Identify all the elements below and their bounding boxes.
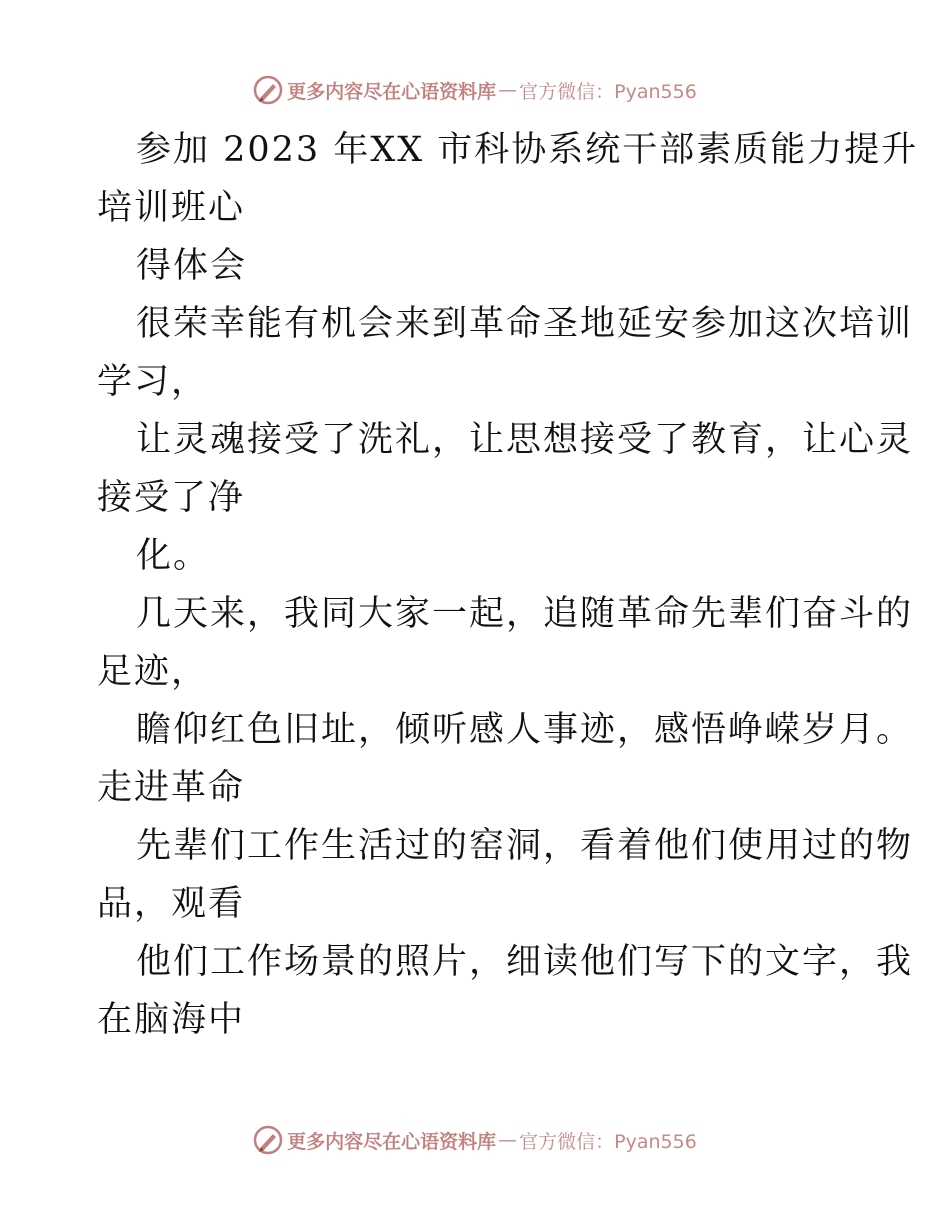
banner-wechat-text: 官方微信：Pyan556 — [519, 80, 697, 103]
body-line: 在脑海中 — [97, 1000, 246, 1040]
body-line: 几天来，我同大家一起，追随革命先辈们奋斗的 — [136, 594, 914, 634]
body-line: 很荣幸能有机会来到革命圣地延安参加这次培训 — [136, 304, 914, 344]
footer-watermark-banner — [0, 1122, 950, 1158]
body-line: 走进革命 — [97, 768, 246, 808]
banner-main-text: 更多内容尽在心语资料库 — [287, 80, 497, 103]
body-line: 先辈们工作生活过的窑洞，看着他们使用过的物 — [136, 826, 914, 866]
body-line: 足迹， — [97, 652, 209, 692]
banner-separator: — — [498, 1129, 518, 1151]
document-body — [0, 121, 950, 1049]
banner-wechat-text: 官方微信：Pyan556 — [519, 1130, 697, 1153]
body-line: 让灵魂接受了洗礼，让思想接受了教育，让心灵 — [136, 420, 914, 460]
title-line-2: 培训班心 — [97, 188, 246, 228]
header-watermark-banner — [0, 72, 950, 108]
body-line: 学习， — [97, 362, 209, 402]
body-line: 品，观看 — [97, 884, 246, 924]
body-line: 接受了净 — [97, 478, 246, 518]
body-line: 化。 — [136, 536, 211, 576]
pen-logo-icon — [253, 75, 283, 105]
body-line: 瞻仰红色旧址，倾听感人事迹，感悟峥嵘岁月。 — [136, 710, 914, 750]
pen-logo-icon — [253, 1125, 283, 1155]
title-line-3: 得体会 — [136, 246, 248, 286]
title-line-1: 参加 2023 年XX 市科协系统干部素质能力提升 — [136, 130, 919, 170]
banner-main-text: 更多内容尽在心语资料库 — [287, 1130, 497, 1153]
banner-separator: — — [498, 79, 518, 101]
body-line: 他们工作场景的照片，细读他们写下的文字，我 — [136, 942, 914, 982]
